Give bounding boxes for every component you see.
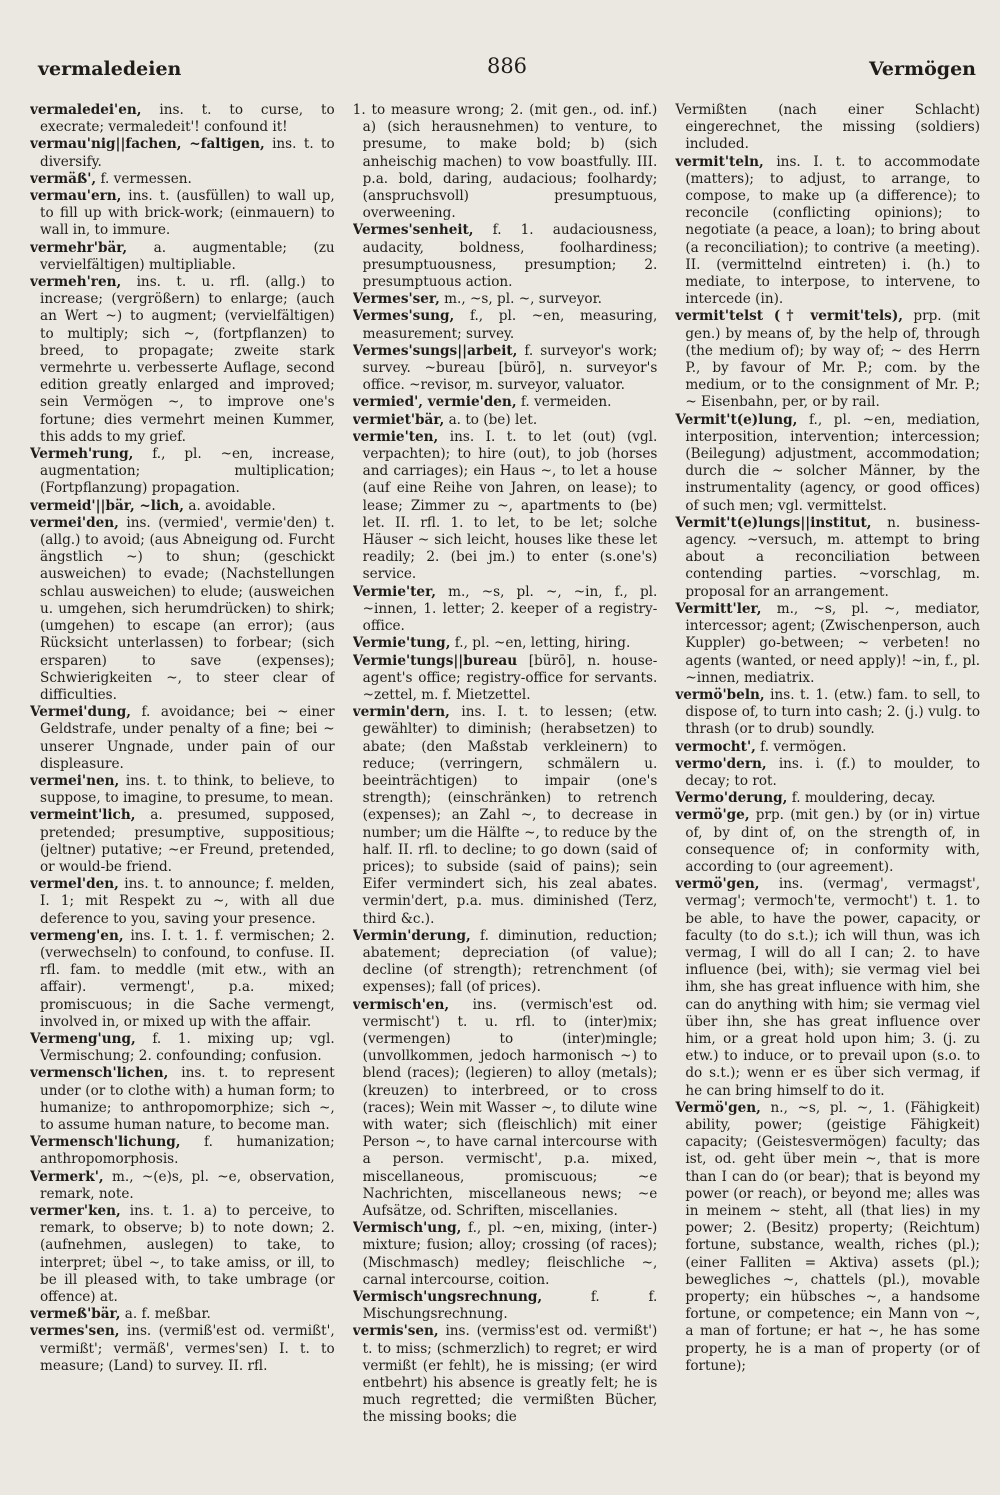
- entry-headword: vermö'gen,: [675, 876, 760, 893]
- entry-definition: f. 1. mixing up; vgl. Vermischung; 2. confounding; confusion.: [40, 1030, 335, 1065]
- dictionary-entry: [30, 171, 335, 188]
- entry-headword: vermäß',: [30, 170, 97, 187]
- dictionary-entry: [30, 136, 335, 170]
- entry-definition: f. vermessen.: [96, 170, 192, 187]
- entry-definition: ins. (vermiss'est od. vermißt') t. to miss; (schmerzlich) to regret; er wird vermißt (er fehlt), he is missing; (er wird entbehrt) his absence is greatly felt; he is much regretted; die vermißten Bücher, the missing books; die: [362, 1323, 658, 1426]
- entry-headword: vermis'sen,: [352, 1323, 439, 1340]
- entry-headword: vermeid'||bär, ~lich,: [30, 497, 185, 514]
- entry-definition: f. diminution, reduction; abatement; depreciation (of value); decline (of strength); retrenchment (of expenses); fall (of prices).: [362, 927, 658, 996]
- entry-definition: f., pl. ~en, measuring, measurement; survey.: [362, 308, 658, 342]
- entry-definition: ins. (vermiß'est od. vermißt', vermißt'; vermäß', vermes'sen) I. t. to measure; (Land) to survey. II. rfl.: [40, 1323, 335, 1374]
- entry-headword: vermeß'bär,: [30, 1306, 121, 1323]
- entry-definition: ins. t. u. rfl. (allg.) to increase; (vergrößern) to enlarge; (auch an Wert ~) to augment; (vervielfältigen) to multiply; sich ~, (fortpflanzen) to breed, to propagate; zweite stark vermehrte u. verbesserte Auflage, second edition greatly enlarged and improved; sein Vermögen ~, to improve one's fortune; dies vermehrt meinen Kummer, this adds to my grief.: [40, 274, 335, 445]
- entry-definition: m., ~s, pl. ~, mediator, intercessor; agent; (Zwischenperson, auch Kuppler) go-between; ~ verbeten! no agents (wanted, or need apply)! ~in, f., pl. ~innen, mediatrix.: [685, 600, 981, 686]
- entry-headword: Vermisch'ungsrechnung,: [352, 1289, 543, 1306]
- dictionary-entry: [353, 635, 658, 652]
- dictionary-entry: [30, 446, 335, 498]
- entry-headword: Vermei'dung,: [30, 704, 131, 721]
- dictionary-entry: [30, 188, 335, 240]
- entry-definition: ins. t. to represent under (or to clothe with) a human form; to humanize; to anthropomorphize; sich ~, to assume human nature, to become man.: [40, 1065, 335, 1133]
- entry-definition: f., pl. ~en, letting, hiring.: [450, 635, 631, 652]
- entry-definition: n., ~s, pl. ~, 1. (Fähigkeit) ability, power; (geistige Fähigkeit) capacity; (Geistesvermögen) faculty; das ist, od. geht über mein ~, that is more than I can do (or bear); that is beyond my power (or reach), or beyond me; alles was in meinem ~ steht, all (that lies) in my power; 2. (Besitz) property; (Reichtum) fortune, substance, wealth, riches (pl.); (einer Falliten = Aktiva) assets (pl.); bewegliches ~, chattels (pl.), movable property; ein hübsches ~, a handsome fortune, or competence; ein Mann von ~, a man of fortune; er hat ~, he has some property, he is a man of property (or of fortune);: [685, 1099, 981, 1374]
- dictionary-entry: [353, 653, 658, 705]
- entry-definition: prp. (mit gen.) by means of, by the help of, through (the medium of); by way of; ~ des Herrn P., by favour of Mr. P.; com. by the medium, or to the consignment of Mr. P.; ~ Eisenbahn, per, or by rail.: [685, 308, 981, 411]
- dictionary-entry: [675, 154, 980, 309]
- dictionary-entry: [30, 704, 335, 773]
- entry-headword: Vermerk',: [30, 1168, 104, 1185]
- entry-definition: ins. I. t. to accommodate (matters); to adjust, to arrange, to compose, to make up (a difference); to reconcile (conflicting opinions); to negotiate (a peace, a loan); to bring about (a reconciliation); to contrive (a meeting). II. (vermittelnd eintreten) i. (h.) to mediate, to interpose, to intervene, to intercede (in).: [685, 153, 981, 308]
- dictionary-entry: [30, 1306, 335, 1323]
- entry-headword: vermeint'lich,: [30, 807, 136, 824]
- entry-headword: vermau'ern,: [30, 188, 122, 205]
- entry-headword: Vermes'senheit,: [352, 222, 474, 239]
- entry-definition: prp. (mit gen.) by (or in) virtue of, by dint of, on the strength of, in consequence of; in conformity with, according to (our agreement).: [685, 807, 981, 875]
- entry-definition: ins. t. 1. (etw.) fam. to sell, to dispose of, to turn into cash; 2. (j.) vulg. to thrash (or to drub) soundly.: [685, 686, 981, 738]
- entry-headword: vermer'ken,: [30, 1203, 121, 1219]
- dictionary-entry: [675, 807, 980, 876]
- entry-headword: Vermes'ser,: [352, 291, 440, 308]
- entry-definition: ins. (vermied', vermie'den) t. (allg.) to avoid; (aus Abneigung od. Furcht ängstlich ~) to shun; (geschickt ausweichen) to evade; (Nachstellungen schlau ausweichen) to elude; (ausweichen u. umgehen, sich herumdrücken) to shirk; (umgehen) to escape (an error); (aus Rücksicht unterlassen) to forbear; (sich ersparen) to save (expenses); Schwierigkeiten ~, to steer clear of difficulties.: [40, 514, 335, 703]
- entry-definition: ins. t. to curse, to execrate; vermaledeit'! confound it!: [40, 102, 335, 136]
- entry-headword: Vermin'derung,: [352, 927, 471, 944]
- entry-definition: ins. t. to announce; f. melden, I. 1; mit Respekt zu ~, with all due deference to you, saving your presence.: [40, 876, 335, 927]
- dictionary-entry: [675, 687, 980, 739]
- entry-headword: vermö'beln,: [675, 686, 765, 703]
- entry-headword: vermit'teln,: [675, 153, 764, 170]
- column-3: [675, 102, 980, 1482]
- entry-definition: ins. (vermag', vermagst', vermag'; vermoch'te, vermocht') t. 1. to be able, to have the power, capacity, or faculty (to do s.t.); ich will thun, was ich vermag, I will do all I can; 2. to have influence (bei, with); sie vermag viel bei ihm, she has great influence with him, she can do anything with him; sie vermag viel über ihn, she has great influence over him, or a great hold upon him; 3. (j. zu etw.) to induce, or to prevail upon (s.o. to do s.t.); wenn er es über sich vermag, if he can bring himself to do it.: [685, 876, 981, 1099]
- dictionary-entry: [353, 343, 658, 395]
- entry-headword: vermeh'ren,: [30, 274, 122, 291]
- entry-definition: a. f. meßbar.: [120, 1306, 211, 1323]
- dictionary-entry: [30, 515, 335, 704]
- entry-definition: Vermißten (nach einer Schlacht) eingerechnet, the missing (soldiers) included.: [675, 102, 981, 153]
- dictionary-entry: [30, 240, 335, 274]
- dictionary-entry: [353, 997, 658, 1221]
- entry-headword: vermensch'lichen,: [30, 1065, 169, 1082]
- dictionary-entry: [675, 876, 980, 1100]
- entry-headword: Vermeng'ung,: [30, 1030, 136, 1047]
- dictionary-entry: [675, 412, 980, 515]
- entry-headword: Vermes'sungs||arbeit,: [352, 342, 518, 359]
- entry-headword: vermiet'bär,: [352, 411, 445, 428]
- entry-definition: n. business-agency. ~versuch, m. attempt to bring about a reconciliation between contending parties. ~vorschlag, m. proposal for an arrangement.: [685, 514, 981, 600]
- entry-headword: vermes'sen,: [30, 1323, 120, 1340]
- entry-definition: ins. t. 1. a) to perceive, to remark, to observe; b) to note down; 2. (aufnehmen, auslegen) to take, to interpret; übel ~, to take amiss, or ill, to be ill pleased with, to take umbrage (or offence) at.: [40, 1203, 335, 1306]
- dictionary-entry: [30, 807, 335, 876]
- entry-definition: f. 1. audaciousness, audacity, boldness, foolhardiness; presumptuousness, presumption; 2. presumptuous action.: [362, 222, 658, 291]
- entry-definition: f., pl. ~en, mixing, (inter-) mixture; fusion; alloy; crossing (of races); (Mischmasch) medley; fleischliche ~, carnal intercourse, coition.: [362, 1220, 658, 1288]
- dictionary-entry: [30, 1031, 335, 1065]
- entry-definition: f. vermögen.: [755, 738, 847, 755]
- dictionary-entry: [30, 274, 335, 446]
- entry-definition: a. presumed, supposed, pretended; presumptive, suppositious; (jeltner) putative; ~er Freund, pretended, or would-be friend.: [40, 807, 335, 875]
- dictionary-entry: [353, 584, 658, 636]
- entry-headword: vermel'den,: [30, 876, 119, 893]
- entry-headword: Vermeh'rung,: [30, 446, 134, 463]
- dictionary-entry: [30, 1169, 335, 1203]
- dictionary-entry: [30, 1134, 335, 1168]
- page-number: 886: [486, 54, 528, 78]
- entry-definition: ins. i. (f.) to moulder, to decay; to rot.: [685, 755, 981, 789]
- entry-definition: f., pl. ~en, increase, augmentation; multiplication; (Fortpflanzung) propagation.: [40, 446, 335, 497]
- entry-definition: ins. t. to diversify.: [40, 136, 335, 170]
- entry-headword: Vermö'gen,: [675, 1099, 761, 1116]
- entry-headword: vermaledei'en,: [30, 102, 142, 118]
- dictionary-entry: [30, 1323, 335, 1375]
- entry-definition: m., ~(e)s, pl. ~e, observation, remark, note.: [40, 1168, 335, 1202]
- dictionary-entry: [353, 429, 658, 584]
- entry-definition: m., ~s, pl. ~, surveyor.: [439, 291, 602, 308]
- entry-headword: Vermie'ter,: [352, 583, 436, 600]
- entry-definition: 1. to measure wrong; 2. (mit gen., od. inf.) a) (sich herausnehmen) to venture, to presume, to make bold; b) (sich anheischig machen) to vow boastfully. III. p.a. bold, daring, audacious; foolhardy; (anspruchsvoll) presumptuous, overweening.: [352, 102, 658, 222]
- dictionary-entry: [353, 412, 658, 429]
- entry-headword: vermei'den,: [30, 514, 119, 531]
- dictionary-entry: [353, 291, 658, 308]
- text-columns: [30, 102, 980, 1482]
- entry-definition: f. f. Mischungsrechnung.: [362, 1289, 658, 1323]
- column-1: [30, 102, 335, 1482]
- entry-headword: Vermit't(e)lung,: [675, 411, 798, 428]
- dictionary-entry: [30, 773, 335, 807]
- entry-headword: vermocht',: [675, 738, 756, 755]
- dictionary-entry: [353, 928, 658, 997]
- entry-definition: a. augmentable; (zu vervielfältigen) multipliable.: [40, 239, 335, 273]
- entry-definition: ins. t. to think, to believe, to suppose, to imagine, to presume, to mean.: [40, 772, 335, 807]
- dictionary-entry: [353, 1220, 658, 1289]
- entry-headword: vermo'dern,: [675, 755, 767, 772]
- dictionary-entry: [353, 704, 658, 928]
- entry-headword: Vermitt'ler,: [675, 600, 762, 617]
- dictionary-entry: [30, 928, 335, 1031]
- entry-definition: ins. I. t. to let (out) (vgl. verpachten); to hire (out), to job (horses and carriages); ein Haus ~, to let a house (auf eine Reihe von Jahren, on lease); to lease; Zimmer zu ~, apartments to (be) let. II. rfl. 1. to let, to be let; solche Häuser ~ sich leicht, houses like these let readily; 2. (bei jm.) to enter (s.one's) service.: [362, 428, 658, 583]
- dictionary-entry: [675, 102, 980, 154]
- entry-headword: vermisch'en,: [352, 996, 450, 1013]
- entry-headword: Vermensch'lichung,: [30, 1134, 181, 1151]
- entry-definition: a. to (be) let.: [444, 411, 538, 428]
- entry-headword: vermie'ten,: [352, 428, 439, 445]
- dictionary-entry: [353, 308, 658, 342]
- entry-headword: vermei'nen,: [30, 772, 120, 789]
- entry-definition: ins. I. t. 1. f. vermischen; 2. (verwechseln) to confound, to confuse. II. rfl. fam. to meddle (mit etw., with an affair). vermengt', p.a. mixed; promiscuous; in die Sache vermengt, involved in, or mixed up with the affair.: [40, 927, 335, 1030]
- entry-definition: ins. t. (ausfüllen) to wall up, to fill up with brick-work; (einmauern) to wall in, to immure.: [40, 188, 335, 239]
- entry-definition: f. mouldering, decay.: [787, 790, 936, 807]
- dictionary-entry: [353, 1323, 658, 1426]
- dictionary-entry: [353, 222, 658, 291]
- entry-headword: Vermie'tung,: [352, 635, 451, 652]
- dictionary-entry: [675, 515, 980, 601]
- dictionary-entry: [675, 790, 980, 807]
- entry-headword: vermit'telst († vermit'tels),: [675, 308, 903, 325]
- entry-definition: ins. (vermisch'est od. vermischt') t. u. rfl. to (inter)mix; (vermengen) to (inter)mingle; (unvollkommen, jedoch harmonisch ~) to blend (races); (legieren) to alloy (metals); (kreuzen) to interbreed, or to cross (races); Wein mit Wasser ~, to dilute wine with water; sich (fleischlich) mit einer Person ~, to have carnal intercourse with a person. vermischt', p.a. mixed, miscellaneous, promiscuous; ~e Nachrichten, miscellaneous news; ~e Aufsätze, od. Schriften, miscellanies.: [362, 996, 658, 1219]
- entry-headword: vermied', vermie'den,: [352, 394, 517, 411]
- dictionary-entry: [353, 1289, 658, 1323]
- entry-definition: f. surveyor's work; survey. ~bureau [bürō], n. surveyor's office. ~revisor, m. surveyor, valuator.: [362, 342, 658, 394]
- entry-definition: f. vermeiden.: [516, 394, 612, 411]
- entry-definition: f. avoidance; bei ~ einer Geldstrafe, under penalty of a fine; bei ~ unserer Ungnade, under pain of our displeasure.: [40, 704, 335, 772]
- entry-headword: Vermit't(e)lungs||institut,: [675, 514, 872, 531]
- dictionary-entry: [30, 1203, 335, 1306]
- dictionary-entry: [30, 1065, 335, 1134]
- entry-headword: Vermes'sung,: [352, 308, 455, 325]
- entry-definition: [bürō], n. house-agent's office; registry-office for servants. ~zettel, m. f. Mietzettel.: [362, 652, 658, 703]
- entry-headword: vermö'ge,: [675, 807, 750, 824]
- dictionary-entry: [353, 102, 658, 222]
- column-2: [353, 102, 658, 1482]
- entry-definition: ins. I. t. to lessen; (etw. gewählter) to diminish; (herabsetzen) to abate; (den Maßstab verkleinern) to reduce; (verringern, schmälern u. beeinträchtigen) to impair (one's strength); (einschränken) to retrench (expenses); an Zahl ~, to decrease in number; um die Hälfte ~, to reduce by the half. II. rfl. to decline; to go down (said of prices); to subside (said of pains); sein Eifer vermindert sich, his zeal abates. vermin'dert, p.a. mus. diminished (Terz, third &c.).: [362, 704, 658, 927]
- entry-headword: vermeng'en,: [30, 927, 124, 944]
- dictionary-entry: [353, 394, 658, 411]
- dictionary-entry: [675, 739, 980, 756]
- entry-headword: Vermie'tungs||bureau: [352, 652, 518, 669]
- entry-headword: vermehr'bär,: [30, 239, 128, 256]
- dictionary-entry: [675, 756, 980, 790]
- entry-definition: f. humanization; anthropomorphosis.: [40, 1134, 335, 1168]
- page-header: [38, 54, 976, 94]
- entry-definition: f., pl. ~en, mediation, interposition, intervention; intercession; (Beilegung) adjustment, accommodation; durch die ~ solcher Männer, by the instrumentality (agency, or good offices) of such men; vgl. vermittelst.: [685, 411, 981, 514]
- left-running-headword: vermaledeien: [38, 58, 182, 80]
- dictionary-entry: [30, 876, 335, 928]
- entry-definition: a. avoidable.: [184, 497, 276, 514]
- right-running-headword: Vermögen: [868, 58, 976, 80]
- dictionary-entry: [30, 102, 335, 136]
- dictionary-entry: [675, 308, 980, 411]
- entry-headword: vermau'nig||fachen, ~faltigen,: [30, 136, 265, 153]
- dictionary-entry: [675, 1100, 980, 1375]
- entry-headword: Vermo'derung,: [675, 790, 788, 807]
- entry-headword: Vermisch'ung,: [352, 1220, 462, 1237]
- entry-definition: m., ~s, pl. ~, ~in, f., pl. ~innen, 1. letter; 2. keeper of a registry-office.: [362, 583, 658, 635]
- entry-headword: vermin'dern,: [352, 704, 450, 721]
- dictionary-entry: [675, 601, 980, 687]
- dictionary-entry: [30, 498, 335, 515]
